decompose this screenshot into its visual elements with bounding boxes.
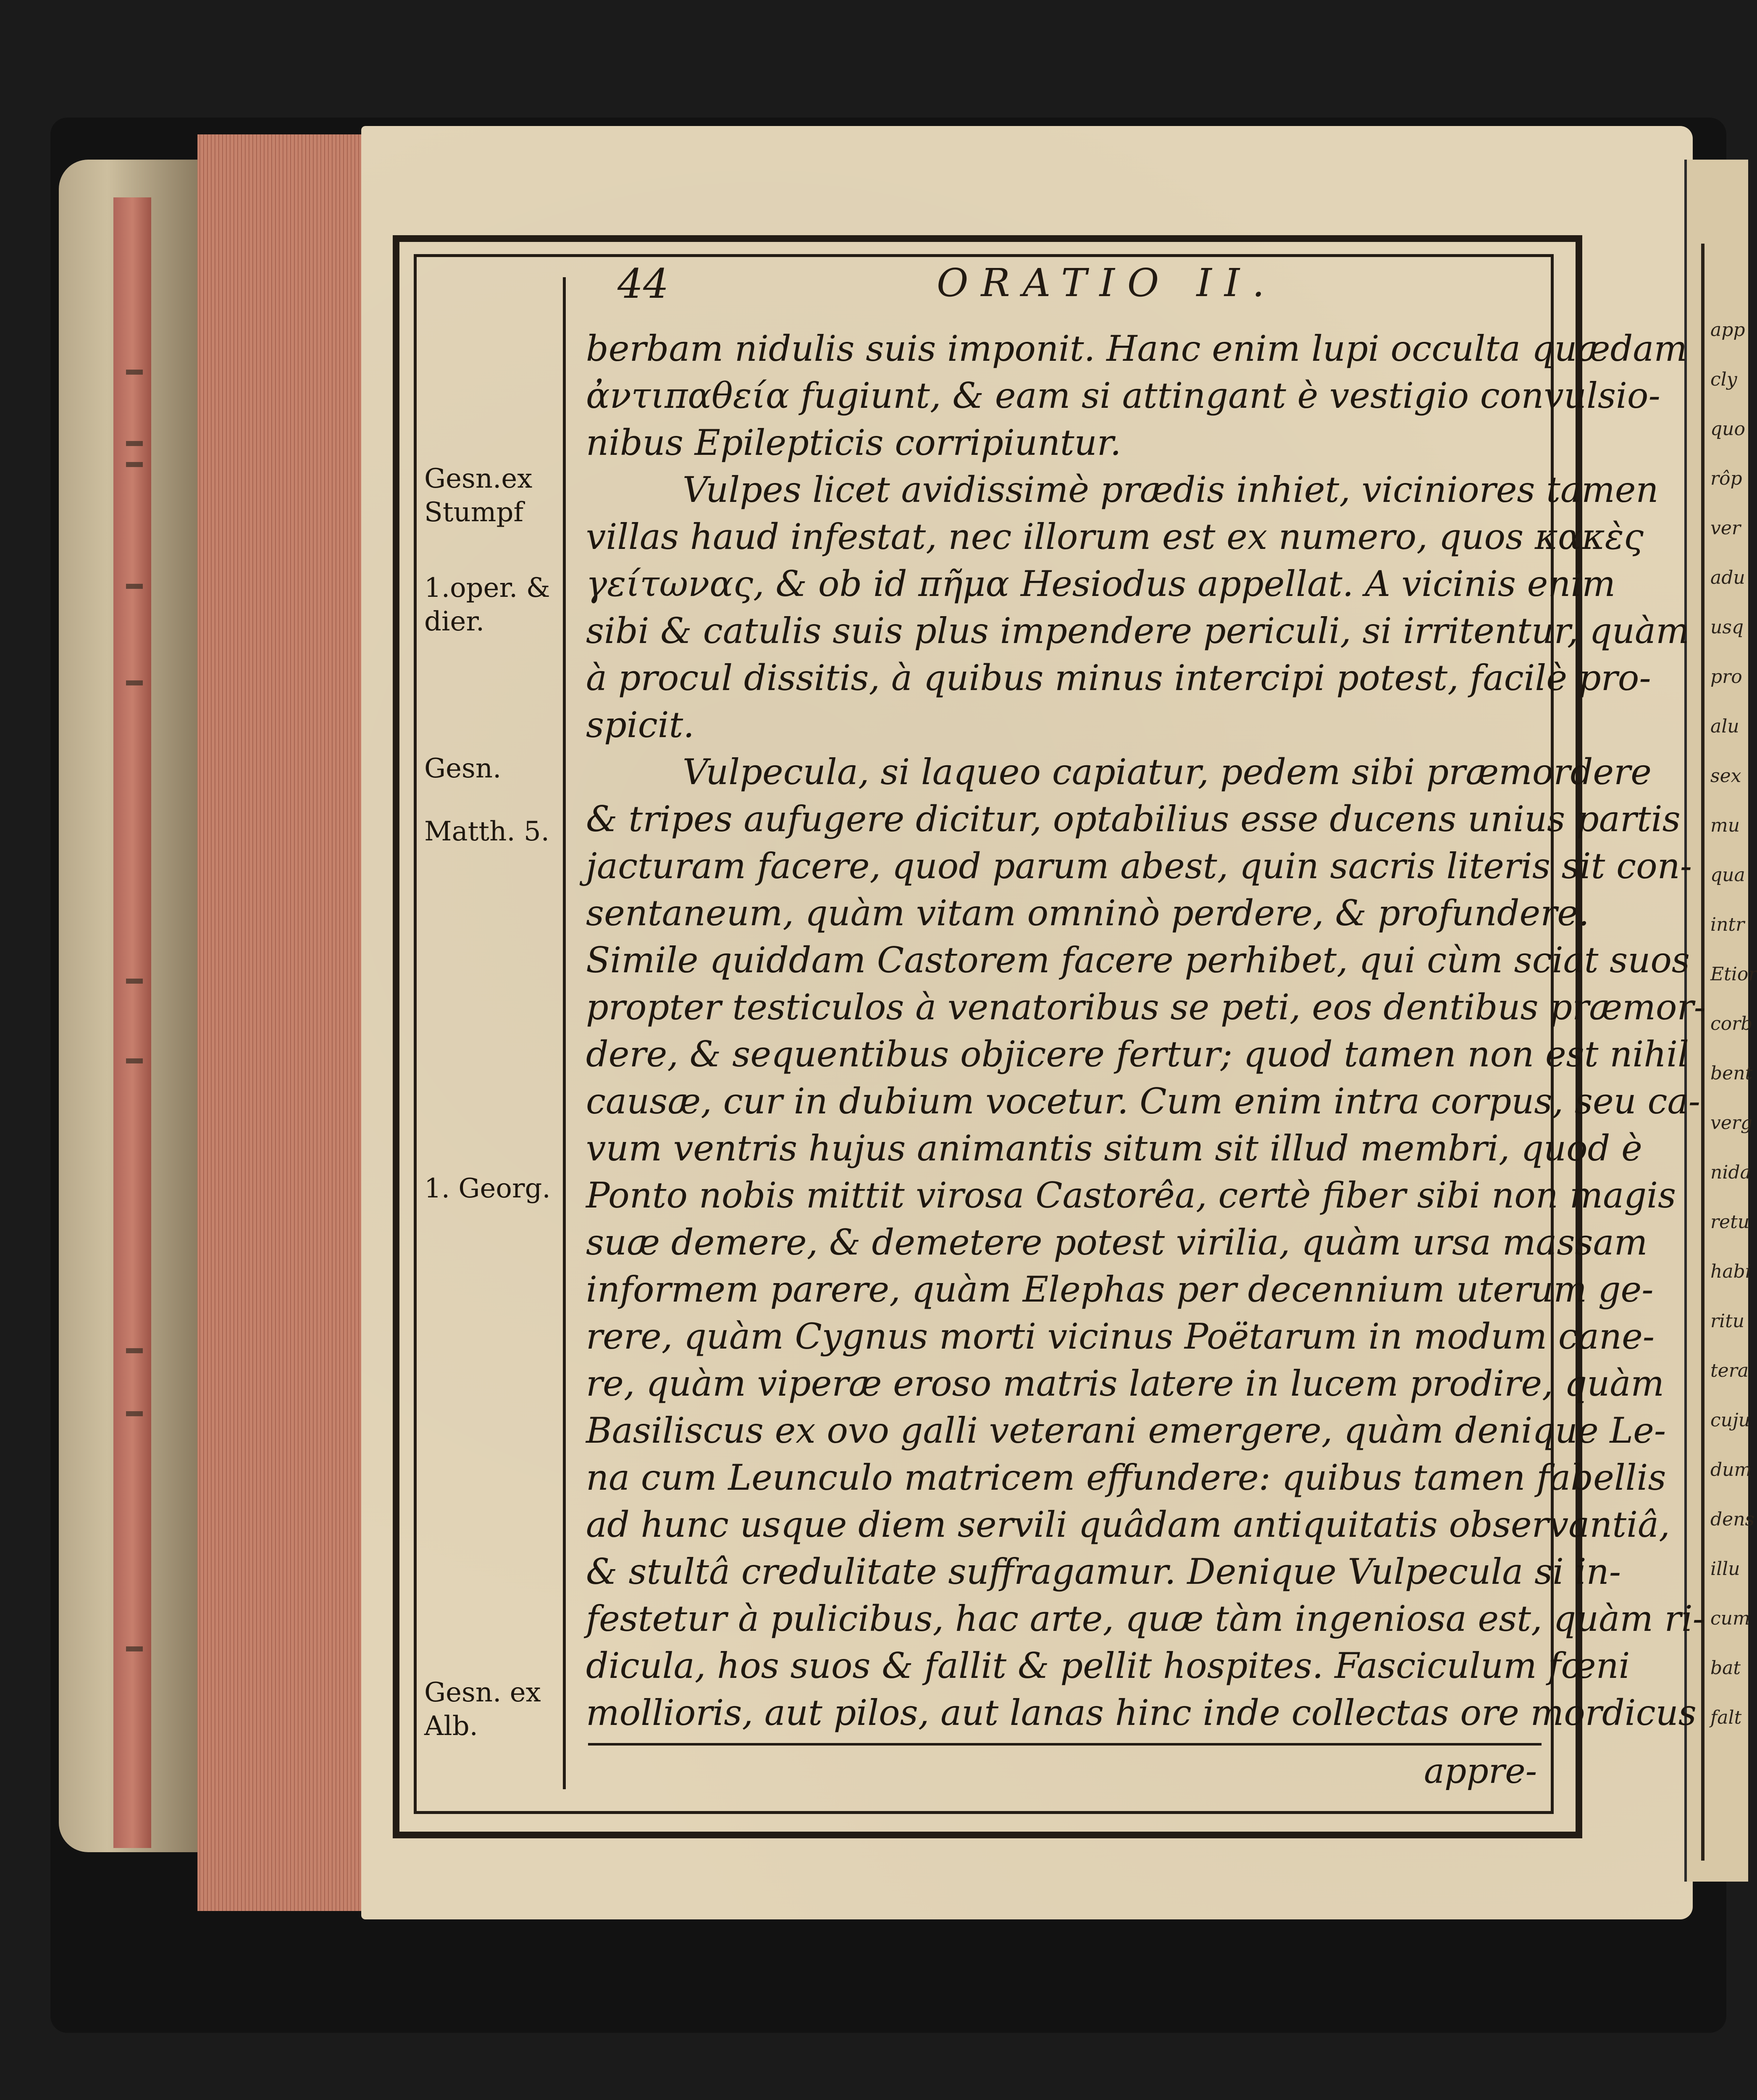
text-line: Ponto nobis mittit virosa Castorêa, certè fiber sibi non magis [586, 1175, 1676, 1216]
text-line: Basiliscus ex ovo galli veterani emergere, quàm denique Le- [586, 1410, 1666, 1451]
text-line: Simile quiddam Castorem facere perhibet, qui cùm sciat suos [586, 940, 1690, 981]
facing-page-fragment: pro [1710, 666, 1742, 688]
facing-page-fragment: cum [1710, 1608, 1750, 1629]
facing-page-fragment: adu [1710, 567, 1745, 588]
facing-page-fragment: intr [1710, 914, 1745, 935]
facing-page-fragment: dum [1710, 1459, 1752, 1480]
text-line: & stultâ credulitate suffragamur. Denique Vulpecula si in- [586, 1551, 1621, 1592]
text-line: propter testiculos à venatoribus se peti, eos dentibus præmor- [586, 987, 1706, 1028]
text-line: ad hunc usque diem servili quâdam antiquitatis observantiâ, [586, 1504, 1670, 1545]
text-line: rere, quàm Cygnus morti vicinus Poëtarum in modum cane- [586, 1316, 1655, 1357]
spine-mark [126, 680, 143, 685]
facing-page-fragment: quo [1710, 418, 1745, 440]
spine-mark [126, 370, 143, 375]
spine-mark [126, 1058, 143, 1063]
spine-mark [126, 979, 143, 984]
page-header [609, 256, 1542, 311]
bottom-rule [588, 1743, 1542, 1746]
facing-page-fragment: mu [1710, 815, 1740, 836]
spine-mark [126, 1348, 143, 1353]
text-line: spicit. [586, 704, 695, 746]
facing-page-fragment: bent [1710, 1063, 1753, 1084]
text-line: ἀντιπαθεία fugiunt, & eam si attingant è vestigio convulsio- [586, 375, 1660, 416]
margin-note: Matth. 5. [424, 816, 550, 847]
spine-mark [126, 1646, 143, 1651]
spine-mark [126, 441, 143, 446]
text-line: villas haud infestat, nec illorum est ex numero, quos κακὲς [586, 516, 1644, 557]
running-title: ORATIO II. [937, 260, 1277, 305]
text-line: suæ demere, & demetere potest virilia, quàm ursa massam [586, 1222, 1648, 1263]
spine-mark [126, 462, 143, 467]
margin-note: 1. Georg. [424, 1173, 551, 1204]
text-line: & tripes aufugere dicitur, optabilius esse ducens unius partis [586, 798, 1681, 840]
page-number: 44 [617, 260, 669, 307]
facing-page-fragment: rôp [1710, 468, 1742, 489]
catchword: appre- [1424, 1751, 1537, 1791]
text-line: jacturam facere, quod parum abest, quin sacris literis sit con- [586, 845, 1692, 887]
text-line: sentaneum, quàm vitam omninò perdere, & profundere. [586, 892, 1589, 934]
facing-page-fragment: falt [1710, 1707, 1742, 1728]
margin-note: Gesn. [424, 753, 502, 784]
facing-page-fragment: usq [1710, 617, 1744, 638]
text-line: dere, & sequentibus objicere fertur; quod tamen non est nihil [586, 1034, 1689, 1075]
facing-page-fragment: illu [1710, 1558, 1740, 1580]
spine-mark [126, 584, 143, 589]
text-line: sibi & catulis suis plus impendere periculi, si irritentur, quàm [586, 610, 1689, 651]
margin-note: Gesn. ex Alb. [424, 1677, 541, 1742]
facing-page-fragment: tera [1710, 1360, 1749, 1381]
text-line: nibus Epilepticis corripiuntur. [586, 422, 1121, 463]
text-line: berbam nidulis suis imponit. Hanc enim lupi occulta quædam [586, 328, 1688, 369]
facing-page-fragment: cly [1710, 369, 1737, 390]
facing-page-fragment: bat [1710, 1657, 1741, 1679]
facing-page-fragment: sex [1710, 765, 1741, 787]
text-line: γείτωνας, & ob id πῆμα Hesiodus appellat. A vicinis enim [586, 563, 1616, 604]
text-line: dicula, hos suos & fallit & pellit hospites. Fasciculum fœni [586, 1645, 1630, 1686]
facing-page-fragment: nida [1710, 1162, 1751, 1183]
facing-page-fragment: dens [1710, 1509, 1755, 1530]
facing-page-fragment: verg [1710, 1112, 1753, 1134]
facing-page-fragment: qua [1710, 864, 1745, 886]
facing-page-fragment: cuju [1710, 1410, 1750, 1431]
facing-page-fragment: Etior [1710, 963, 1757, 985]
text-line: na cum Leunculo matricem effundere: quibus tamen fabellis [586, 1457, 1666, 1498]
spine-mark [126, 1411, 143, 1416]
text-line: à procul dissitis, à quibus minus intercipi potest, facilè pro- [586, 657, 1651, 698]
text-line: Vulpes licet avidissimè prædis inhiet, viciniores tamen [683, 469, 1659, 510]
text-line: festetur à pulicibus, hac arte, quæ tàm ingeniosa est, quàm ri- [586, 1598, 1705, 1639]
text-line: informem parere, quàm Elephas per decennium uterum ge- [586, 1269, 1654, 1310]
text-line: mollioris, aut pilos, aut lanas hinc inde collectas ore mordicus [586, 1692, 1697, 1733]
facing-page-fragment: corb [1710, 1013, 1753, 1034]
facing-page-fragment: ritu [1710, 1310, 1745, 1332]
facing-page-fragment: ver [1710, 517, 1741, 539]
margin-rule [563, 277, 566, 1789]
text-line: re, quàm viperæ eroso matris latere in lucem prodire, quàm [586, 1363, 1665, 1404]
facing-page-fragment: app [1710, 319, 1745, 341]
margin-note: 1.oper. & dier. [424, 572, 550, 637]
facing-page-fragment: alu [1710, 716, 1739, 737]
facing-page-fragment: habi [1710, 1261, 1751, 1282]
text-line: causæ, cur in dubium vocetur. Cum enim intra corpus, seu ca- [586, 1081, 1700, 1122]
page-edges [197, 134, 365, 1911]
facing-page-fragment: retu [1710, 1211, 1750, 1233]
text-line: Vulpecula, si laqueo capiatur, pedem sibi præmordere [683, 751, 1652, 793]
margin-note: Gesn.ex Stumpf [424, 463, 533, 528]
text-line: vum ventris hujus animantis situm sit illud membri, quod è [586, 1128, 1642, 1169]
